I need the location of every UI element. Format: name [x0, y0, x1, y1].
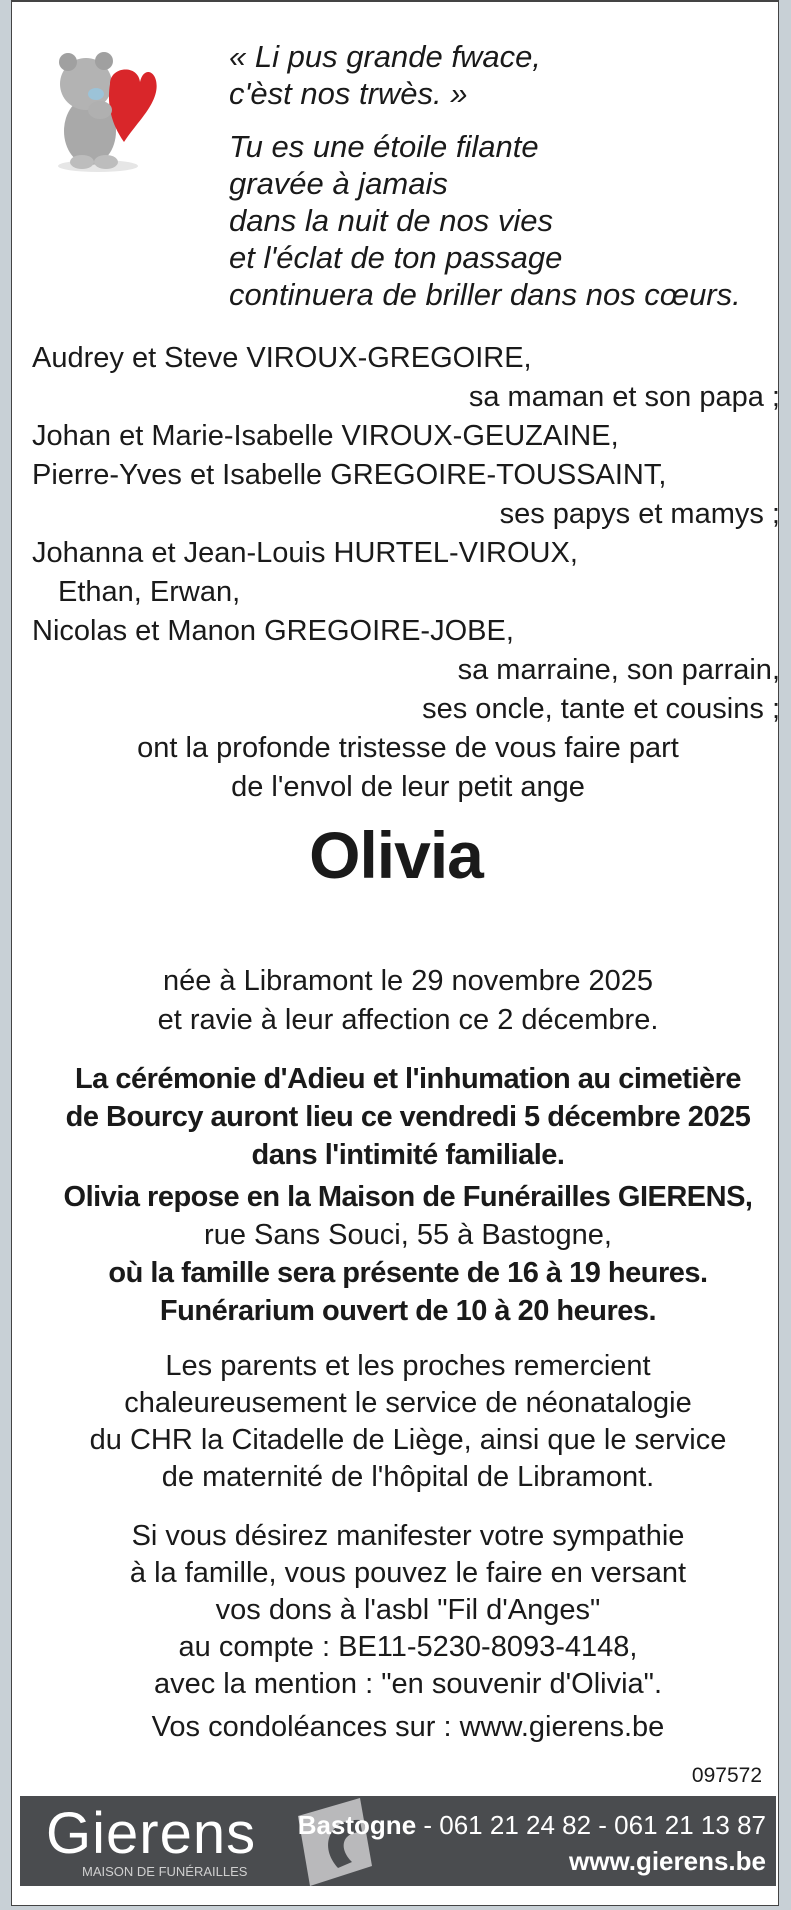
family-line: Johan et Marie-Isabelle VIROUX-GEUZAINE,	[32, 420, 619, 452]
contact-phones	[298, 1810, 766, 1841]
donation-line: Si vous désirez manifester votre sympathie	[131, 1520, 685, 1552]
poem-line: Tu es une étoile filante	[229, 129, 539, 164]
family-line: Nicolas et Manon GREGOIRE-JOBE,	[32, 615, 514, 647]
family-role: sa maman et son papa ;	[468, 381, 780, 413]
condolences-line: Vos condoléances sur : www.gierens.be	[151, 1711, 665, 1743]
poem	[229, 38, 741, 313]
ceremony-line: Funérarium ouvert de 10 à 20 heures.	[159, 1295, 657, 1327]
ceremony-line: dans l'intimité familiale.	[251, 1139, 565, 1171]
birth-line: et ravie à leur affection ce 2 décembre.	[157, 1004, 659, 1036]
ceremony-line: rue Sans Souci, 55 à Bastogne,	[204, 1219, 612, 1251]
donation-line: avec la mention : "en souvenir d'Olivia".	[153, 1668, 663, 1700]
logo-subtitle: MAISON DE FUNÉRAILLES	[82, 1864, 248, 1879]
ceremony-line: Olivia repose en la Maison de Funérailles GIERENS,	[63, 1181, 753, 1213]
thanks-line: de maternité de l'hôpital de Libramont.	[161, 1461, 655, 1493]
gierens-logo: Gierens	[46, 1801, 257, 1866]
poem-line: et l'éclat de ton passage	[229, 240, 563, 275]
phone-numbers: - 061 21 24 82 - 061 21 13 87	[416, 1810, 766, 1840]
family-list	[32, 339, 784, 807]
poem-line: continuera de briller dans nos cœurs.	[229, 277, 741, 312]
announcement-line: de l'envol de leur petit ange	[231, 771, 585, 803]
website-link[interactable]: www.gierens.be	[569, 1846, 766, 1876]
deceased-name: Olivia	[309, 818, 483, 892]
family-role: ses oncle, tante et cousins ;	[422, 693, 780, 725]
announcement-line: ont la profonde tristesse de vous faire part	[137, 732, 679, 764]
obituary-notice	[11, 0, 779, 1906]
donation-info	[32, 1518, 784, 1746]
ceremony-line: où la famille sera présente de 16 à 19 heures.	[108, 1257, 708, 1289]
thanks-line: Les parents et les proches remercient	[165, 1350, 651, 1382]
reference-number: 097572	[691, 1764, 762, 1787]
donation-line: vos dons à l'asbl "Fil d'Anges"	[215, 1594, 601, 1626]
poem-line: « Li pus grande fwace,	[229, 39, 541, 74]
thanks-line: chaleureusement le service de néonatalogie	[124, 1387, 692, 1419]
birth-line: née à Libramont le 29 novembre 2025	[162, 965, 654, 997]
city: Bastogne	[297, 1810, 417, 1840]
donation-line: au compte : BE11-5230-8093-4148,	[178, 1631, 638, 1663]
poem-line: c'èst nos trwès. »	[229, 76, 468, 111]
family-role: sa marraine, son parrain,	[457, 654, 780, 686]
ceremony-line: La cérémonie d'Adieu et l'inhumation au cimetière	[74, 1063, 742, 1095]
thanks-line: du CHR la Citadelle de Liège, ainsi que le service	[89, 1424, 727, 1456]
birth-info	[32, 962, 784, 1040]
ceremony-line: de Bourcy auront lieu ce vendredi 5 décembre 2025	[65, 1101, 751, 1133]
donation-line: à la famille, vous pouvez le faire en versant	[129, 1557, 687, 1589]
funeral-home-banner	[20, 1796, 776, 1886]
poem-line: dans la nuit de nos vies	[229, 203, 553, 238]
family-line: Johanna et Jean-Louis HURTEL-VIROUX,	[32, 537, 578, 569]
family-line: Pierre-Yves et Isabelle GREGOIRE-TOUSSAINT,	[32, 459, 667, 491]
thanks	[32, 1348, 784, 1496]
family-line: Ethan, Erwan,	[58, 576, 241, 608]
family-line: Audrey et Steve VIROUX-GREGOIRE,	[32, 342, 532, 374]
teddy-bear-heart-image	[48, 46, 160, 174]
family-role: ses papys et mamys ;	[499, 498, 780, 530]
poem-line: gravée à jamais	[229, 166, 448, 201]
ceremony-info	[32, 1060, 784, 1330]
